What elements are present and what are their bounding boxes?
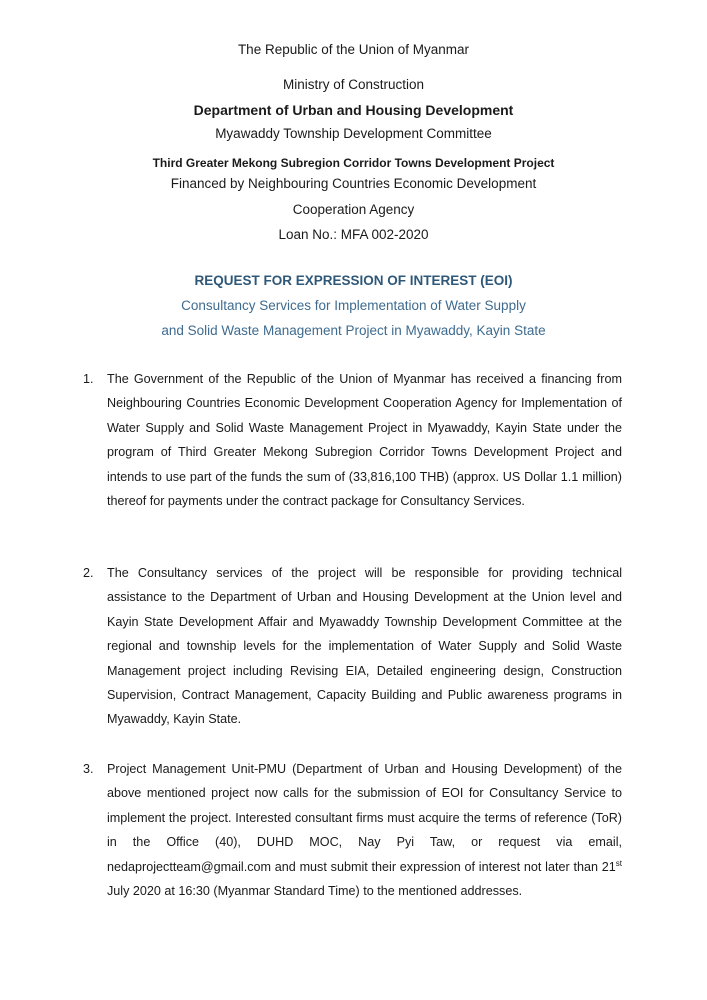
paragraph-3-text-end: July 2020 at 16:30 (Myanmar Standard Time) to the mentioned addresses.	[107, 884, 523, 899]
financed-line-1: Financed by Neighbouring Countries Economic Development	[170, 176, 537, 191]
loan-number: Loan No.: MFA 002-2020	[278, 227, 429, 242]
paragraph-3-text: Project Management Unit-PMU (Department of Urban and Housing Development) of the above mentioned project now calls for the submission of EOI for Consultancy Service to implement the project. Interested consultant firms must acquire the terms of reference (ToR) in the Office (40), DUHD MOC, Nay Pyi Taw, or request via email, nedaprojectteam@gmail.com and must submit their expression of interest not later than 21	[107, 762, 622, 874]
paragraph-3	[107, 757, 622, 903]
republic-heading: The Republic of the Union of Myanmar	[237, 42, 470, 57]
project-heading: Third Greater Mekong Subregion Corridor Towns Development Project	[152, 156, 555, 170]
paragraph-1: The Government of the Republic of the Union of Myanmar has received a financing from Neighbouring Countries Economic Development Cooperation Agency for Implementation of Water Supply and Solid Waste Management Project in Myawaddy, Kayin State under the program of Third Greater Mekong Subregion Corridor Towns Development Project and intends to use part of the funds the sum of (33,816,100 THB) (approx. US Dollar 1.1 million) thereof for payments under the contract package for Consultancy Services.	[107, 372, 622, 509]
department-heading: Department of Urban and Housing Development	[193, 102, 514, 118]
paragraph-1-number: 1.	[83, 372, 94, 386]
eoi-subtitle-line-2: and Solid Waste Management Project in Myawaddy, Kayin State	[161, 323, 546, 338]
ministry-heading: Ministry of Construction	[282, 77, 425, 92]
paragraph-2-number: 2.	[83, 566, 94, 580]
eoi-subtitle-line-1: Consultancy Services for Implementation of Water Supply	[181, 298, 526, 313]
paragraph-3-number: 3.	[83, 762, 94, 776]
committee-heading: Myawaddy Township Development Committee	[215, 126, 492, 141]
financed-line-2: Cooperation Agency	[292, 202, 415, 217]
date-ordinal-suffix: st	[615, 858, 622, 868]
eoi-title: REQUEST FOR EXPRESSION OF INTEREST (EOI)	[194, 273, 513, 288]
paragraph-2: The Consultancy services of the project will be responsible for providing technical assistance to the Department of Urban and Housing Development at the Union level and Kayin State Development Affair and Myawaddy Township Development Committee at the regional and township levels for the implementation of Water Supply and Solid Waste Management project including Revising EIA, Detailed engineering design, Construction Supervision, Contract Management, Capacity Building and Public awareness programs in Myawaddy, Kayin State.	[107, 566, 622, 727]
